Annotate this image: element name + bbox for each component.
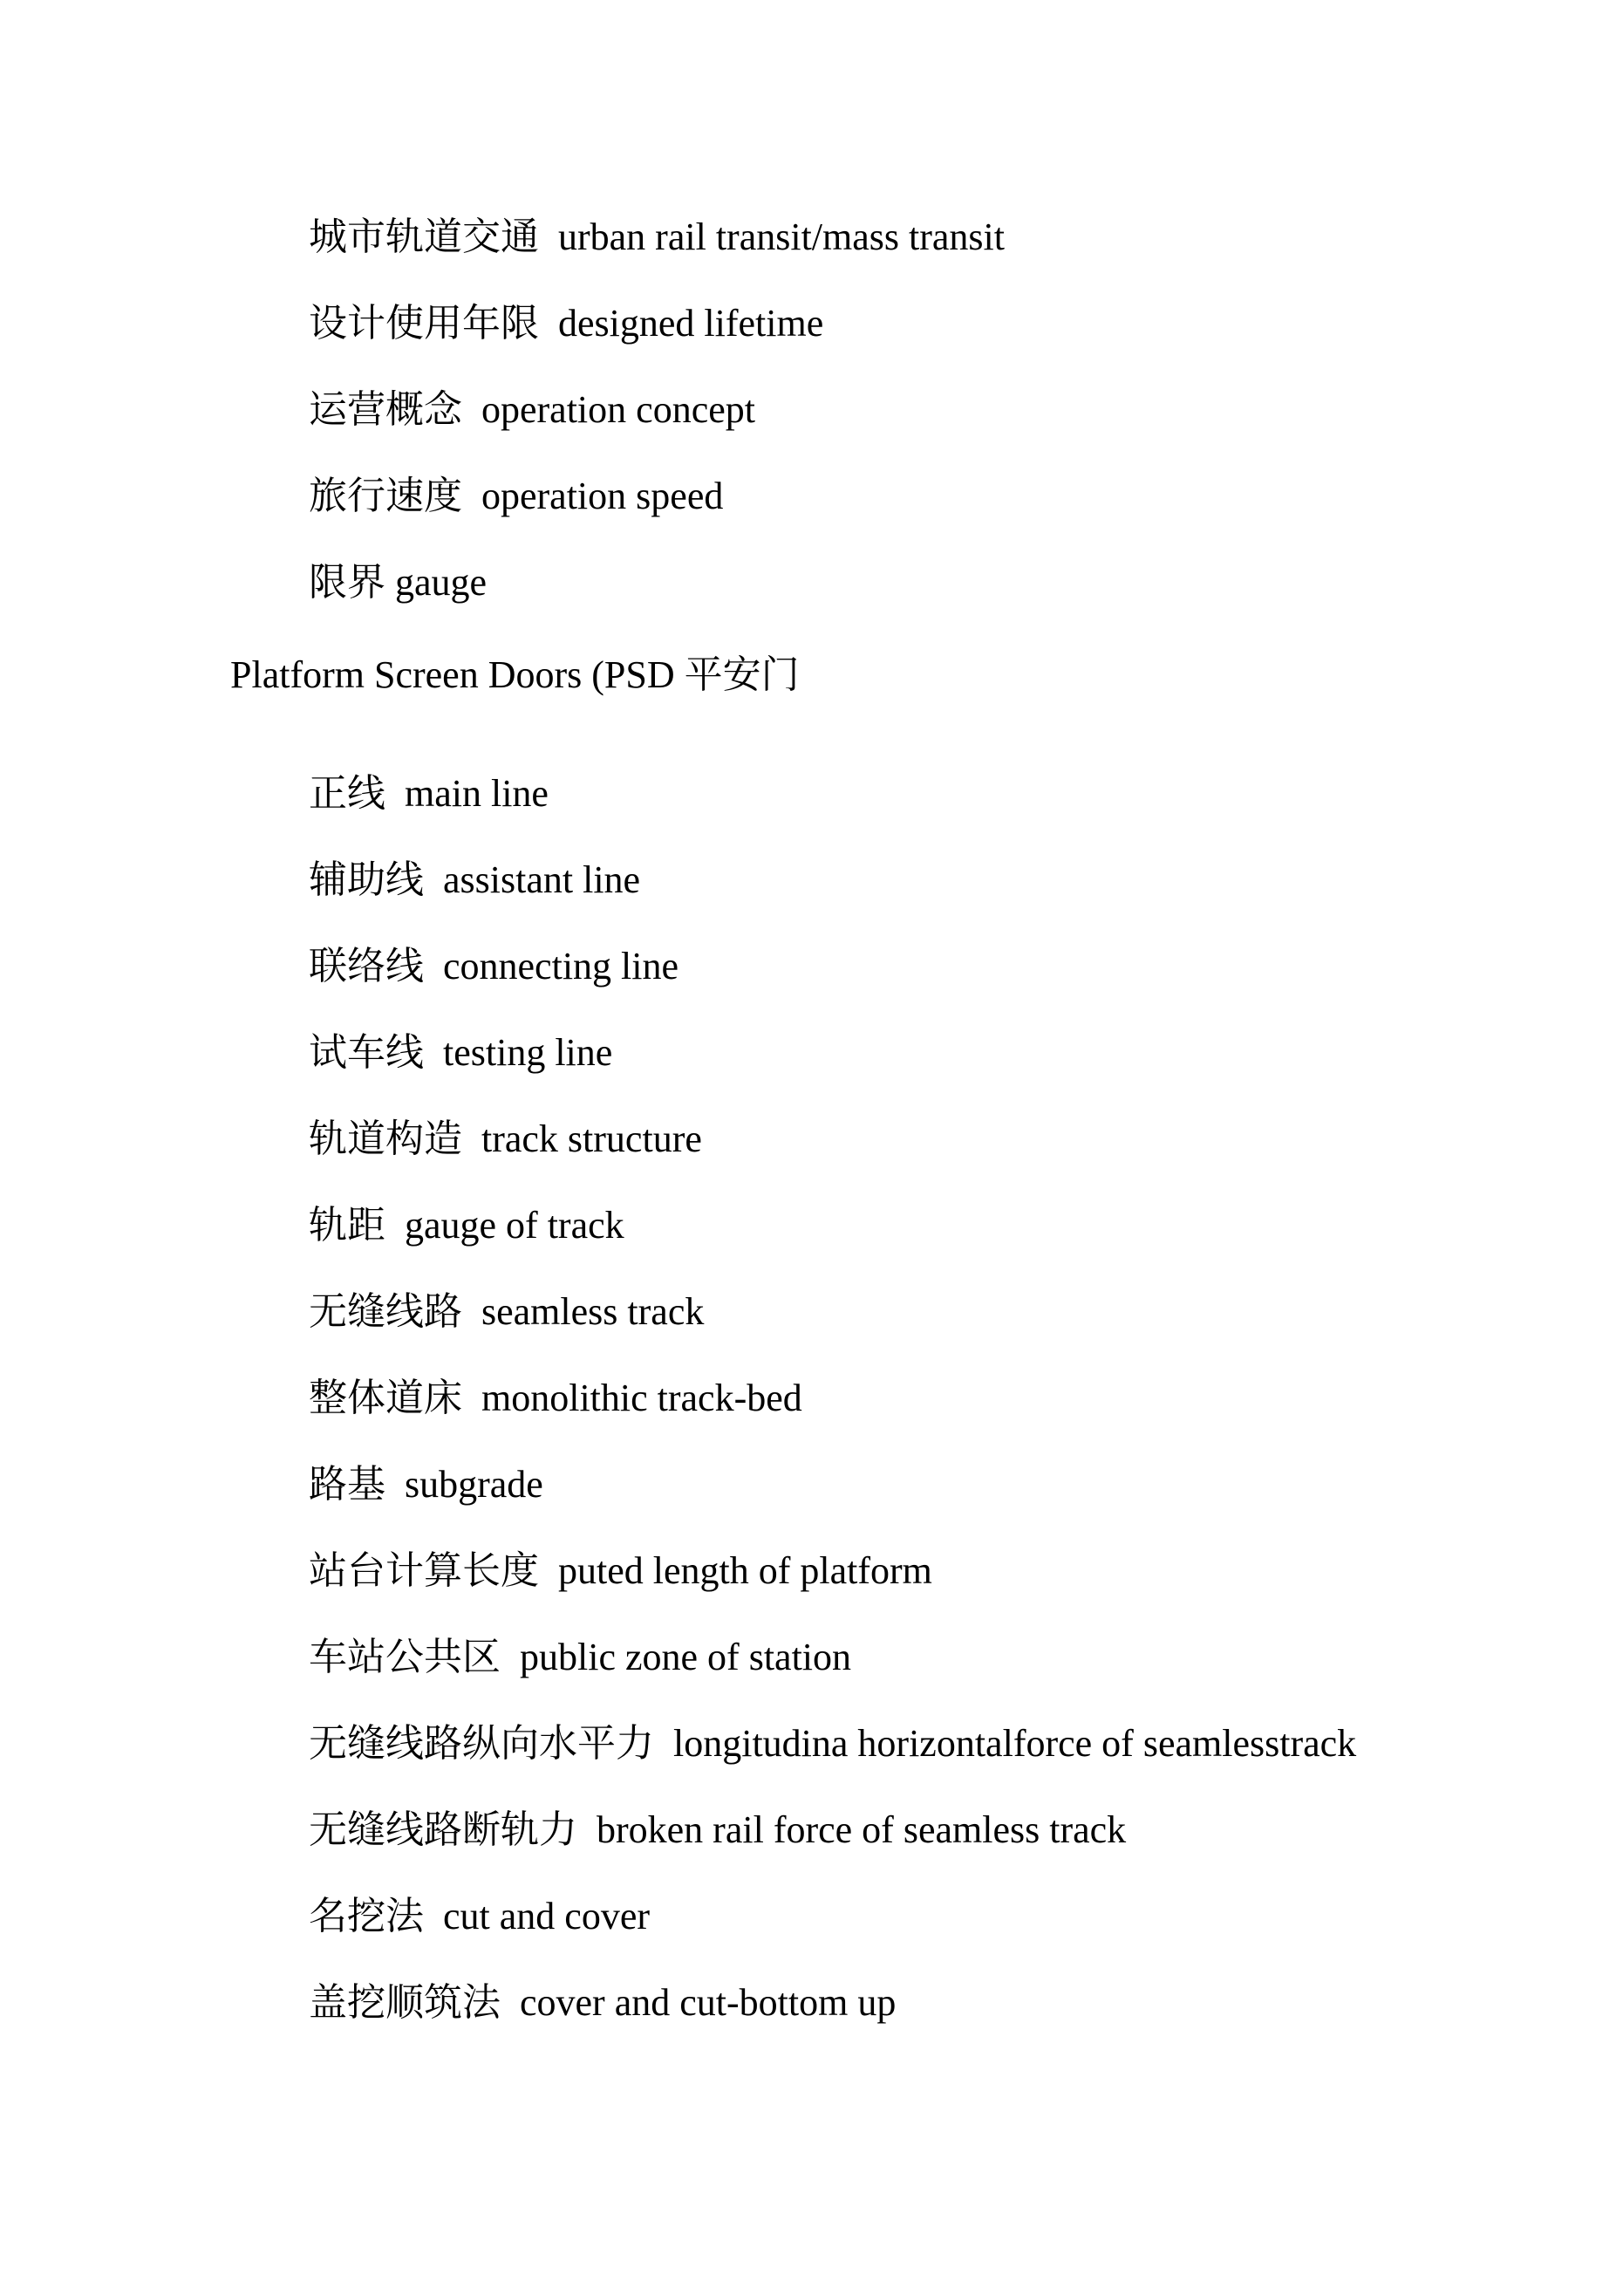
term-english: operation speed [481, 475, 724, 517]
term-english: track structure [481, 1117, 702, 1160]
term-english: puted length of platform [558, 1549, 932, 1592]
term-chinese: 轨道构造 [309, 1117, 462, 1161]
heading-chinese: 平安门 [684, 653, 800, 697]
term-chinese: 旅行速度 [309, 474, 462, 518]
term-entry [309, 215, 1005, 260]
term-entry [309, 944, 679, 989]
term-chinese: 试车线 [309, 1030, 424, 1075]
term-entry [309, 1807, 1126, 1853]
term-chinese: 设计使用年限 [309, 301, 539, 345]
term-chinese: 名挖法 [309, 1894, 424, 1938]
term-entry [309, 387, 755, 433]
term-entry [309, 1894, 650, 1939]
term-english: connecting line [443, 945, 679, 987]
term-chinese: 无缝线路断轨力 [309, 1807, 577, 1852]
term-entry [309, 1030, 612, 1076]
term-chinese: 路基 [309, 1462, 385, 1507]
term-chinese: 限界 [309, 560, 385, 605]
term-entry [309, 1721, 1356, 1766]
term-entry [309, 1980, 896, 2026]
term-english: cover and cut-bottom up [520, 1981, 897, 2024]
term-english: designed lifetime [558, 302, 824, 345]
term-english: gauge of track [405, 1204, 624, 1247]
term-entry [309, 301, 823, 346]
term-chinese: 轨距 [309, 1203, 385, 1247]
term-chinese: 辅助线 [309, 858, 424, 902]
term-entry [309, 771, 549, 817]
term-chinese: 运营概念 [309, 387, 462, 432]
heading-english: Platform Screen Doors (PSD [230, 653, 675, 696]
term-chinese: 站台计算长度 [309, 1548, 539, 1593]
term-chinese: 车站公共区 [309, 1635, 501, 1679]
term-english: assistant line [443, 858, 641, 901]
term-chinese: 盖挖顺筑法 [309, 1980, 501, 2025]
term-entry [309, 858, 640, 903]
term-entry [309, 1203, 624, 1248]
term-entry [309, 1462, 543, 1507]
term-chinese: 无缝线路 [309, 1289, 462, 1334]
term-chinese: 无缝线路纵向水平力 [309, 1721, 654, 1766]
term-english: seamless track [481, 1290, 705, 1333]
term-entry [309, 560, 487, 605]
term-chinese: 整体道床 [309, 1376, 462, 1420]
term-chinese: 城市轨道交通 [309, 215, 539, 259]
term-entry [309, 1289, 704, 1335]
term-english: testing line [443, 1031, 613, 1074]
term-entry [309, 474, 723, 519]
term-english: urban rail transit/mass transit [558, 215, 1005, 258]
term-english: broken rail force of seamless track [597, 1808, 1127, 1851]
term-entry [309, 1548, 932, 1594]
term-entry [309, 1117, 702, 1162]
term-english: monolithic track-bed [481, 1377, 802, 1419]
term-english: main line [405, 772, 549, 815]
term-english: cut and cover [443, 1895, 650, 1937]
term-entry [309, 1635, 851, 1680]
term-english: longitudina horizontalforce of seamlesstrack [673, 1722, 1357, 1765]
term-english: public zone of station [520, 1636, 852, 1678]
section-heading [230, 653, 800, 698]
term-english: gauge [395, 561, 488, 604]
term-chinese: 联络线 [309, 944, 424, 988]
term-chinese: 正线 [309, 771, 385, 816]
term-entry [309, 1376, 802, 1421]
term-english: subgrade [405, 1463, 543, 1506]
term-english: operation concept [481, 388, 755, 431]
